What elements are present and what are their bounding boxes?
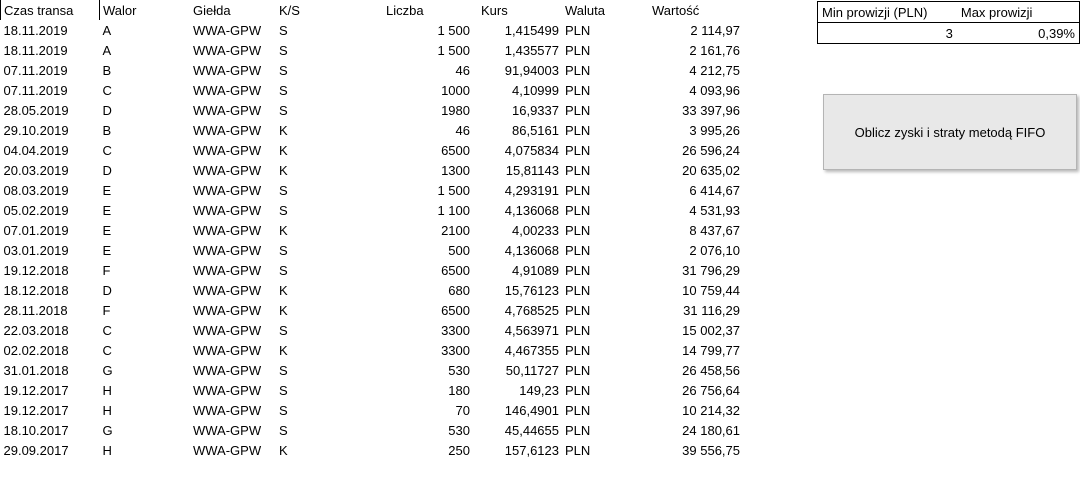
cell-liczba[interactable]: 1980 (441, 102, 470, 118)
table-row[interactable] (1, 240, 744, 260)
cell-ks[interactable]: K (279, 282, 288, 298)
cell-walor[interactable]: G (102, 362, 113, 378)
cell-czas[interactable]: 22.03.2018 (3, 322, 69, 338)
cell-ks[interactable]: K (279, 162, 288, 178)
cell-liczba[interactable]: 1 500 (437, 22, 470, 38)
table-row[interactable] (1, 380, 744, 400)
cell-liczba[interactable]: 6500 (441, 302, 470, 318)
cell-liczba[interactable]: 6500 (441, 262, 470, 278)
cell-gielda-text: WWA-GPW (193, 343, 262, 357)
cell-walor[interactable]: H (102, 382, 112, 398)
cell-liczba[interactable]: 70 (455, 402, 470, 418)
column-header-walor[interactable]: Walor (103, 2, 137, 18)
min-commission-value[interactable]: 3 (945, 25, 953, 41)
cell-walor[interactable]: B (102, 62, 112, 78)
cell-wartosc[interactable]: 15 002,37 (682, 322, 740, 338)
cell-ks[interactable]: S (279, 402, 288, 418)
table-row[interactable] (1, 40, 744, 60)
cell-czas[interactable]: 29.09.2017 (3, 442, 69, 458)
cell-ks[interactable]: S (279, 202, 288, 218)
cell-walor[interactable]: D (102, 162, 112, 178)
cell-kurs[interactable]: 15,76123 (504, 282, 559, 298)
cell-walor[interactable]: A (102, 22, 112, 38)
cell-liczba[interactable]: 1300 (441, 162, 470, 178)
cell-gielda-text: WWA-GPW (193, 23, 262, 37)
cell-liczba[interactable]: 250 (448, 442, 470, 458)
cell-czas[interactable]: 04.04.2019 (3, 142, 69, 158)
commission-box (817, 1, 1080, 44)
cell-walor[interactable]: G (102, 422, 113, 438)
cell-walor[interactable]: F (102, 262, 111, 278)
cell-gielda-text: WWA-GPW (193, 43, 262, 57)
cell-gielda[interactable] (190, 400, 276, 420)
cell-gielda-text: WWA-GPW (193, 123, 262, 137)
cell-gielda-text: WWA-GPW (193, 423, 262, 437)
table-row[interactable] (1, 180, 744, 200)
cell-ks[interactable]: S (279, 62, 288, 78)
cell-wartosc[interactable]: 26 756,64 (682, 382, 740, 398)
cell-czas[interactable]: 07.11.2019 (3, 82, 68, 98)
cell-waluta[interactable]: PLN (565, 242, 591, 258)
cell-ks[interactable]: K (279, 222, 288, 238)
cell-gielda-text: WWA-GPW (193, 283, 262, 297)
cell-ks[interactable]: K (279, 142, 288, 158)
cell-gielda-text: WWA-GPW (193, 303, 262, 317)
cell-czas[interactable]: 03.01.2019 (3, 242, 69, 258)
cell-liczba[interactable]: 1 100 (437, 202, 470, 218)
table-row[interactable] (1, 440, 744, 460)
cell-ks[interactable]: S (279, 182, 288, 198)
cell-czas[interactable]: 29.10.2019 (3, 122, 69, 138)
cell-walor[interactable]: D (102, 102, 112, 118)
cell-waluta[interactable]: PLN (565, 362, 591, 378)
cell-waluta[interactable]: PLN (565, 182, 591, 198)
cell-walor[interactable]: B (102, 122, 112, 138)
column-header-wartosc[interactable]: Wartość (652, 2, 700, 18)
cell-kurs[interactable]: 16,9337 (512, 102, 559, 118)
max-commission-label: Max prowizji (957, 2, 1079, 23)
cell-waluta[interactable]: PLN (565, 282, 591, 298)
cell-kurs[interactable]: 86,5161 (512, 122, 559, 138)
cell-czas[interactable]: 20.03.2019 (3, 162, 69, 178)
table-row[interactable] (1, 340, 744, 360)
cell-gielda[interactable] (190, 360, 276, 380)
cell-gielda[interactable] (190, 140, 276, 160)
cell-czas[interactable]: 28.11.2018 (3, 302, 68, 318)
cell-czas[interactable]: 18.12.2018 (3, 282, 69, 298)
cell-waluta[interactable]: PLN (565, 22, 591, 38)
table-row[interactable] (1, 200, 744, 220)
cell-gielda[interactable] (190, 300, 276, 320)
cell-liczba[interactable]: 2100 (441, 222, 470, 238)
cell-gielda-text: WWA-GPW (193, 443, 262, 457)
column-header-waluta[interactable]: Waluta (565, 2, 605, 18)
cell-gielda-text: WWA-GPW (193, 383, 262, 397)
cell-waluta[interactable]: PLN (565, 342, 591, 358)
cell-ks[interactable]: S (279, 42, 288, 58)
column-header-kurs[interactable]: Kurs (481, 2, 508, 18)
column-header-gielda[interactable]: Giełda (193, 2, 231, 18)
cell-waluta[interactable]: PLN (565, 322, 591, 338)
cell-gielda[interactable] (190, 320, 276, 340)
cell-kurs[interactable]: 4,136068 (504, 242, 559, 258)
cell-waluta[interactable]: PLN (565, 82, 591, 98)
cell-gielda[interactable] (190, 420, 276, 440)
cell-wartosc[interactable]: 4 093,96 (689, 82, 740, 98)
cell-kurs[interactable]: 4,136068 (504, 202, 559, 218)
cell-gielda-text: WWA-GPW (193, 183, 262, 197)
table-row[interactable] (1, 280, 744, 300)
commission-value-row (818, 23, 1079, 44)
cell-ks[interactable]: S (279, 82, 288, 98)
cell-gielda[interactable] (190, 120, 276, 140)
cell-ks[interactable]: K (279, 342, 288, 358)
cell-kurs[interactable]: 50,11727 (505, 362, 559, 378)
cell-gielda-text: WWA-GPW (193, 163, 262, 177)
cell-ks[interactable]: K (279, 442, 288, 458)
cell-gielda[interactable] (190, 440, 276, 460)
cell-gielda-text: WWA-GPW (193, 243, 262, 257)
column-header-liczba[interactable]: Liczba (386, 2, 424, 18)
cell-walor[interactable]: E (102, 182, 112, 198)
cell-wartosc[interactable]: 2 114,97 (690, 22, 740, 38)
table-row[interactable] (1, 400, 744, 420)
cell-czas[interactable]: 07.11.2019 (3, 62, 68, 78)
cell-walor[interactable]: D (102, 282, 112, 298)
cell-ks[interactable]: S (279, 322, 288, 338)
cell-wartosc[interactable]: 3 995,26 (689, 122, 740, 138)
cell-waluta[interactable]: PLN (565, 302, 591, 318)
cell-kurs[interactable]: 91,94003 (504, 62, 559, 78)
column-header-czas[interactable]: Czas transa (1, 0, 100, 20)
cell-gielda-text: WWA-GPW (193, 323, 262, 337)
calculate-fifo-button-label: Oblicz zyski i straty metodą FIFO (854, 124, 1046, 140)
max-commission-value[interactable]: 0,39% (1038, 25, 1075, 41)
cell-waluta[interactable]: PLN (565, 42, 591, 58)
cell-kurs[interactable]: 4,10999 (512, 82, 559, 98)
cell-ks[interactable]: S (279, 262, 288, 278)
table-row[interactable] (1, 420, 744, 440)
cell-walor[interactable]: H (102, 402, 112, 418)
cell-kurs[interactable]: 4,768525 (504, 302, 559, 318)
cell-liczba[interactable]: 530 (448, 422, 470, 438)
cell-wartosc[interactable]: 4 531,93 (689, 202, 740, 218)
cell-gielda[interactable] (190, 240, 276, 260)
cell-kurs[interactable]: 4,293191 (504, 182, 559, 198)
table-row[interactable] (1, 360, 744, 380)
table-row[interactable] (1, 100, 744, 120)
cell-liczba[interactable]: 3300 (441, 342, 470, 358)
cell-gielda[interactable] (190, 20, 276, 40)
cell-kurs[interactable]: 157,6123 (504, 442, 559, 458)
cell-waluta[interactable]: PLN (565, 202, 591, 218)
table-row[interactable] (1, 120, 744, 140)
cell-gielda-text: WWA-GPW (193, 63, 262, 77)
cell-wartosc[interactable]: 26 458,56 (682, 362, 740, 378)
cell-gielda-text: WWA-GPW (193, 83, 262, 97)
table-row[interactable] (1, 220, 744, 240)
commission-header-row (818, 2, 1079, 23)
cell-waluta[interactable]: PLN (565, 222, 591, 238)
table-row[interactable] (1, 20, 744, 40)
cell-wartosc[interactable]: 8 437,67 (689, 222, 740, 238)
cell-ks[interactable]: S (279, 102, 288, 118)
cell-gielda[interactable] (190, 340, 276, 360)
cell-waluta[interactable]: PLN (565, 62, 591, 78)
cell-liczba[interactable]: 680 (448, 282, 470, 298)
cell-kurs[interactable]: 45,44655 (504, 422, 559, 438)
cell-kurs[interactable]: 4,00233 (512, 222, 559, 238)
cell-gielda-text: WWA-GPW (193, 363, 262, 377)
cell-kurs[interactable]: 149,23 (519, 382, 559, 398)
cell-walor[interactable]: H (102, 442, 112, 458)
cell-gielda[interactable] (190, 40, 276, 60)
cell-gielda-text: WWA-GPW (193, 263, 262, 277)
table-row[interactable] (1, 140, 744, 160)
cell-walor[interactable]: E (102, 202, 112, 218)
cell-wartosc[interactable]: 24 180,61 (682, 422, 740, 438)
cell-walor[interactable]: A (102, 42, 112, 58)
table-row[interactable] (1, 160, 744, 180)
cell-liczba[interactable]: 3300 (441, 322, 470, 338)
cell-wartosc[interactable]: 4 212,75 (689, 62, 740, 78)
commission-table (818, 2, 1079, 43)
cell-liczba[interactable]: 46 (455, 122, 470, 138)
cell-wartosc[interactable]: 39 556,75 (682, 442, 740, 458)
cell-liczba[interactable]: 180 (448, 382, 470, 398)
cell-czas[interactable]: 19.12.2018 (3, 262, 69, 278)
cell-waluta[interactable]: PLN (565, 442, 591, 458)
cell-ks[interactable]: S (279, 362, 288, 378)
cell-walor[interactable]: C (102, 342, 112, 358)
cell-gielda-text: WWA-GPW (193, 223, 262, 237)
cell-walor[interactable]: C (102, 142, 112, 158)
cell-gielda[interactable] (190, 180, 276, 200)
cell-czas[interactable]: 18.10.2017 (3, 422, 69, 438)
cell-ks[interactable]: S (279, 422, 288, 438)
cell-czas[interactable]: 18.11.2019 (3, 22, 68, 38)
cell-ks[interactable]: S (279, 22, 288, 38)
cell-liczba[interactable]: 500 (448, 242, 470, 258)
cell-czas[interactable]: 07.01.2019 (3, 222, 69, 238)
cell-gielda[interactable] (190, 160, 276, 180)
cell-waluta[interactable]: PLN (565, 262, 591, 278)
cell-waluta[interactable]: PLN (565, 402, 591, 418)
cell-czas[interactable]: 18.11.2019 (3, 42, 68, 58)
calculate-fifo-button[interactable] (823, 94, 1077, 170)
table-row[interactable] (1, 300, 744, 320)
cell-gielda[interactable] (190, 220, 276, 240)
cell-gielda-text: WWA-GPW (193, 203, 262, 217)
cell-wartosc[interactable]: 6 414,67 (689, 182, 740, 198)
cell-waluta[interactable]: PLN (565, 142, 591, 158)
cell-gielda-text: WWA-GPW (193, 403, 262, 417)
cell-gielda[interactable] (190, 200, 276, 220)
cell-gielda[interactable] (190, 380, 276, 400)
cell-walor[interactable]: C (102, 82, 112, 98)
cell-gielda-text: WWA-GPW (193, 143, 262, 157)
cell-waluta[interactable]: PLN (565, 102, 591, 118)
cell-gielda-text: WWA-GPW (193, 103, 262, 117)
cell-liczba[interactable]: 1000 (441, 82, 470, 98)
cell-ks[interactable]: K (279, 122, 288, 138)
cell-waluta[interactable]: PLN (565, 122, 591, 138)
cell-czas[interactable]: 02.02.2018 (3, 342, 69, 358)
cell-gielda[interactable] (190, 80, 276, 100)
cell-kurs[interactable]: 4,075834 (504, 142, 559, 158)
cell-liczba[interactable]: 530 (448, 362, 470, 378)
cell-wartosc[interactable]: 10 214,32 (682, 402, 740, 418)
cell-wartosc[interactable]: 33 397,96 (682, 102, 740, 118)
cell-kurs[interactable]: 1,435577 (504, 42, 559, 58)
column-header-ks[interactable]: K/S (279, 2, 300, 18)
cell-czas[interactable]: 28.05.2019 (3, 102, 69, 118)
cell-gielda[interactable] (190, 280, 276, 300)
cell-kurs[interactable]: 4,467355 (504, 342, 559, 358)
cell-czas[interactable]: 08.03.2019 (3, 182, 69, 198)
cell-kurs[interactable]: 146,4901 (504, 402, 559, 418)
cell-walor[interactable]: C (102, 322, 112, 338)
cell-liczba[interactable]: 1 500 (437, 42, 470, 58)
cell-czas[interactable]: 05.02.2019 (3, 202, 69, 218)
cell-liczba[interactable]: 6500 (441, 142, 470, 158)
cell-liczba[interactable]: 1 500 (437, 182, 470, 198)
table-row[interactable] (1, 80, 744, 100)
cell-wartosc[interactable]: 26 596,24 (682, 142, 740, 158)
table-header-row (1, 0, 744, 20)
cell-waluta[interactable]: PLN (565, 422, 591, 438)
cell-wartosc[interactable]: 2 076,10 (689, 242, 740, 258)
cell-ks[interactable]: S (279, 242, 288, 258)
cell-czas[interactable]: 31.01.2018 (3, 362, 69, 378)
cell-wartosc[interactable]: 20 635,02 (682, 162, 740, 178)
cell-kurs[interactable]: 1,415499 (504, 22, 559, 38)
cell-wartosc[interactable]: 31 796,29 (682, 262, 740, 278)
table-row[interactable] (1, 260, 744, 280)
cell-gielda[interactable] (190, 100, 276, 120)
cell-czas[interactable]: 19.12.2017 (3, 402, 69, 418)
table-row[interactable] (1, 60, 744, 80)
cell-walor[interactable]: E (102, 222, 112, 238)
cell-wartosc[interactable]: 31 116,29 (683, 302, 740, 318)
cell-ks[interactable]: S (279, 382, 288, 398)
cell-wartosc[interactable]: 14 799,77 (682, 342, 740, 358)
cell-waluta[interactable]: PLN (565, 162, 591, 178)
table-row[interactable] (1, 320, 744, 340)
cell-walor[interactable]: F (102, 302, 111, 318)
cell-waluta[interactable]: PLN (565, 382, 591, 398)
cell-kurs[interactable]: 15,81143 (505, 162, 559, 178)
cell-wartosc[interactable]: 2 161,76 (689, 42, 740, 58)
cell-liczba[interactable]: 46 (455, 62, 470, 78)
cell-ks[interactable]: K (279, 302, 288, 318)
cell-gielda[interactable] (190, 260, 276, 280)
cell-gielda[interactable] (190, 60, 276, 80)
cell-walor[interactable]: E (102, 242, 112, 258)
cell-czas[interactable]: 19.12.2017 (3, 382, 69, 398)
cell-wartosc[interactable]: 10 759,44 (682, 282, 740, 298)
cell-kurs[interactable]: 4,91089 (512, 262, 559, 278)
min-commission-label: Min prowizji (PLN) (818, 2, 957, 23)
cell-kurs[interactable]: 4,563971 (504, 322, 559, 338)
